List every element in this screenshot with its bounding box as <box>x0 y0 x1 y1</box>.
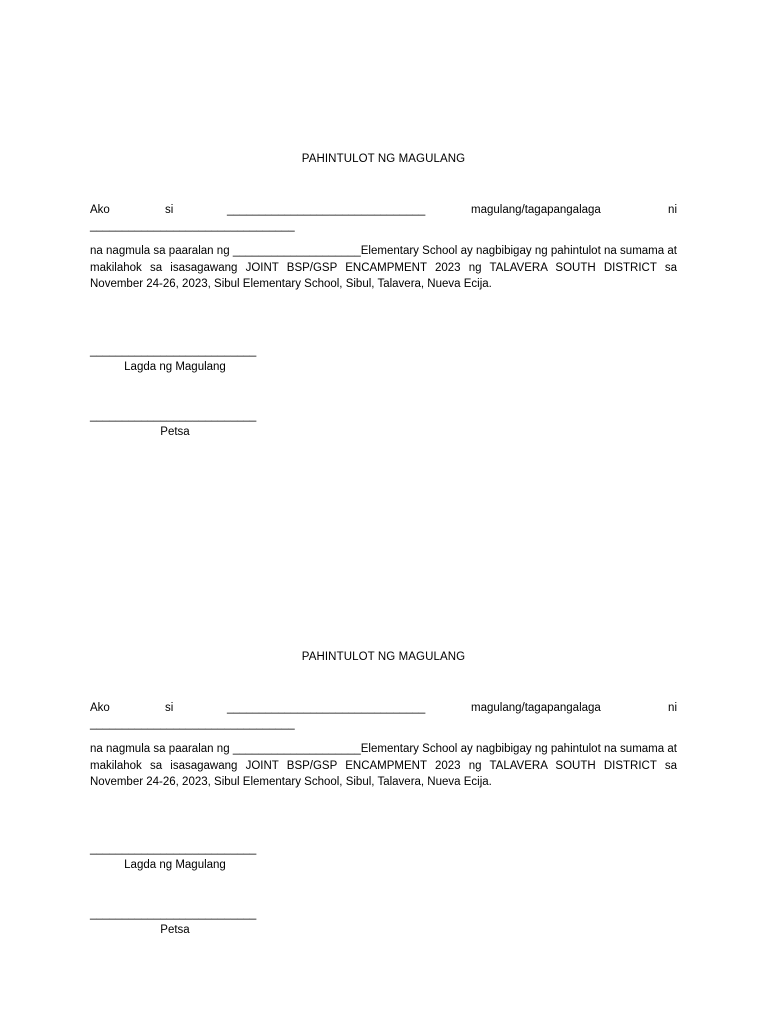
date-line[interactable]: __________________________ <box>90 907 257 920</box>
signature-label: Lagda ng Magulang <box>124 858 226 871</box>
parent-name-blank[interactable]: _______________________________ <box>227 204 426 216</box>
form-title: PAHINTULOT NG MAGULANG <box>301 153 466 165</box>
word-si: si <box>165 204 174 216</box>
word-magulang: magulang/tagapangalaga <box>471 702 601 714</box>
signature-line[interactable]: __________________________ <box>90 842 257 855</box>
date-label: Petsa <box>160 425 190 438</box>
signature-label: Lagda ng Magulang <box>124 360 226 373</box>
consent-paragraph: na nagmula sa paaralan ng ____________________Elementary School ay nagbibigay ng pahintulot na sumama at makilahok sa isasagawang JOINT BSP/GSP ENCAMPMENT 2023 ng TALAVERA SOUTH DISTRICT sa November 24-26, 2023, Sibul Elementary School, Sibul, Talavera, Nueva Ecija. <box>90 245 677 290</box>
signature-block <box>90 841 260 873</box>
date-line[interactable]: __________________________ <box>90 409 257 422</box>
date-block <box>90 906 260 938</box>
date-label: Petsa <box>160 923 190 936</box>
consent-form-1 <box>90 151 677 440</box>
child-name-blank[interactable]: ________________________________ <box>90 718 295 730</box>
word-ni: ni <box>668 204 677 216</box>
child-name-blank[interactable]: ________________________________ <box>90 220 295 232</box>
word-magulang: magulang/tagapangalaga <box>471 204 601 216</box>
date-block <box>90 408 260 440</box>
word-ni: ni <box>668 702 677 714</box>
word-ako: Ako <box>90 702 110 714</box>
consent-form-2 <box>90 649 677 938</box>
signature-line[interactable]: __________________________ <box>90 344 257 357</box>
word-si: si <box>165 702 174 714</box>
form-title: PAHINTULOT NG MAGULANG <box>301 651 466 663</box>
consent-paragraph: na nagmula sa paaralan ng ____________________Elementary School ay nagbibigay ng pahintulot na sumama at makilahok sa isasagawang JOINT BSP/GSP ENCAMPMENT 2023 ng TALAVERA SOUTH DISTRICT sa November 24-26, 2023, Sibul Elementary School, Sibul, Talavera, Nueva Ecija. <box>90 743 677 788</box>
parent-name-blank[interactable]: _______________________________ <box>227 702 426 714</box>
word-ako: Ako <box>90 204 110 216</box>
declaration-line <box>90 202 677 218</box>
declaration-line <box>90 700 677 716</box>
signature-block <box>90 343 260 375</box>
